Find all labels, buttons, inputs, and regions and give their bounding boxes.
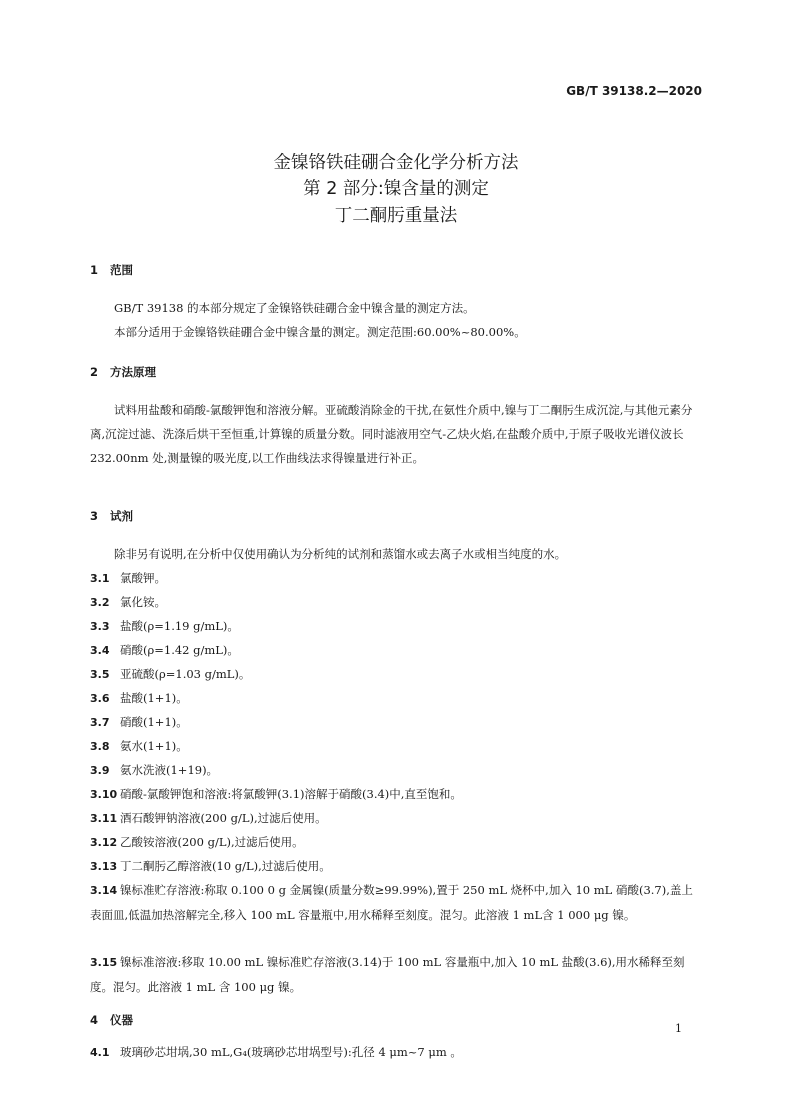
item-text: 盐酸(1+1)。 [120, 691, 188, 705]
section-title: 试剂 [110, 509, 133, 523]
reagent-item [90, 878, 702, 927]
item-text: 丁二酮肟乙醇溶液(10 g/L),过滤后使用。 [120, 859, 331, 873]
item-number: 3.1 [90, 572, 110, 585]
scope-paragraph-1: GB/T 39138 的本部分规定了金镍铬铁硅硼合金中镍含量的测定方法。 [114, 301, 475, 315]
reagent-item [90, 566, 702, 591]
section-heading-scope [90, 262, 133, 278]
item-number: 3.2 [90, 596, 110, 609]
section-title: 仪器 [110, 1013, 133, 1027]
section-heading-instruments [90, 1012, 133, 1028]
item-number: 3.9 [90, 764, 110, 777]
reagent-item [90, 614, 702, 639]
scope-paragraph-2: 本部分适用于金镍铬铁硅硼合金中镍含量的测定。测定范围:60.00%~80.00%。 [114, 325, 526, 339]
reagent-item [90, 806, 702, 831]
item-number: 3.4 [90, 644, 110, 657]
item-number: 3.15 [90, 956, 118, 969]
reagent-item [90, 686, 702, 711]
section-heading-reagents [90, 508, 133, 524]
reagent-item [90, 758, 702, 783]
item-text: 氯化铵。 [120, 595, 166, 609]
reagent-item [90, 854, 702, 879]
item-text: 氯酸钾。 [120, 571, 166, 585]
principle-paragraph: 试料用盐酸和硝酸-氯酸钾饱和溶液分解。亚硫酸消除金的干扰,在氨性介质中,镍与丁二酮肟生成沉淀,与其他元素分离,沉淀过滤、洗涤后烘干至恒重,计算镍的质量分数。同时滤液用空气-乙炔火焰,在盐酸介质中,于原子吸收光谱仪波长 232.00nm 处,测量镍的吸光度,以工作曲线法求得镍量进行补正。 [90, 403, 693, 465]
item-text: 酒石酸钾钠溶液(200 g/L),过滤后使用。 [120, 811, 327, 825]
instrument-item [90, 1040, 702, 1065]
section-number: 1 [90, 263, 99, 277]
reagent-item [90, 710, 702, 735]
item-number: 3.14 [90, 884, 118, 897]
item-number: 3.10 [90, 788, 118, 801]
page-number: 1 [675, 1022, 682, 1035]
item-text: 硝酸(ρ=1.42 g/mL)。 [120, 643, 239, 657]
item-text: 氨水洗液(1+19)。 [120, 763, 219, 777]
reagent-item [90, 782, 702, 807]
reagent-item [90, 590, 702, 615]
item-number: 3.8 [90, 740, 110, 753]
item-text: 镍标准溶液:移取 10.00 mL 镍标准贮存溶液(3.14)于 100 mL 容量瓶中,加入 10 mL 盐酸(3.6),用水稀释至刻度。混匀。此溶液 1 mL 含 100 μg 镍。 [90, 955, 685, 994]
item-number: 4.1 [90, 1046, 110, 1059]
item-number: 3.11 [90, 812, 118, 825]
item-text: 硝酸-氯酸钾饱和溶液:将氯酸钾(3.1)溶解于硝酸(3.4)中,直至饱和。 [120, 787, 462, 801]
item-text: 氨水(1+1)。 [120, 739, 188, 753]
reagent-item [90, 638, 702, 663]
standard-code: GB/T 39138.2—2020 [566, 84, 702, 98]
item-number: 3.3 [90, 620, 110, 633]
reagents-intro: 除非另有说明,在分析中仅使用确认为分析纯的试剂和蒸馏水或去离子水或相当纯度的水。 [114, 547, 567, 561]
doc-title-line-2: 第 2 部分:镍含量的测定 [303, 179, 489, 199]
item-number: 3.5 [90, 668, 110, 681]
section-number: 4 [90, 1013, 99, 1027]
item-number: 3.12 [90, 836, 118, 849]
reagent-item [90, 950, 702, 999]
item-number: 3.13 [90, 860, 118, 873]
item-text: 盐酸(ρ=1.19 g/mL)。 [120, 619, 239, 633]
section-number: 3 [90, 509, 99, 523]
item-text: 乙酸铵溶液(200 g/L),过滤后使用。 [120, 835, 304, 849]
item-number: 3.7 [90, 716, 110, 729]
section-title: 方法原理 [110, 365, 156, 379]
item-text: 镍标准贮存溶液:称取 0.100 0 g 金属镍(质量分数≥99.99%),置于 250 mL 烧杯中,加入 10 mL 硝酸(3.7),盖上表面皿,低温加热溶解完全,移入 100 mL 容量瓶中,用水稀释至刻度。混匀。此溶液 1 mL含 1 000 μg 镍。 [90, 883, 693, 922]
section-title: 范围 [110, 263, 133, 277]
item-text: 玻璃砂芯坩埚,30 mL,G₄(玻璃砂芯坩埚型号):孔径 4 μm~7 μm 。 [120, 1045, 462, 1059]
section-number: 2 [90, 365, 99, 379]
item-text: 亚硫酸(ρ=1.03 g/mL)。 [120, 667, 251, 681]
section-heading-principle [90, 364, 156, 380]
doc-title-line-3: 丁二酮肟重量法 [334, 206, 458, 226]
reagent-item [90, 830, 702, 855]
reagent-item [90, 662, 702, 687]
reagent-item [90, 734, 702, 759]
item-number: 3.6 [90, 692, 110, 705]
item-text: 硝酸(1+1)。 [120, 715, 188, 729]
doc-title-line-1: 金镍铬铁硅硼合金化学分析方法 [273, 153, 519, 173]
